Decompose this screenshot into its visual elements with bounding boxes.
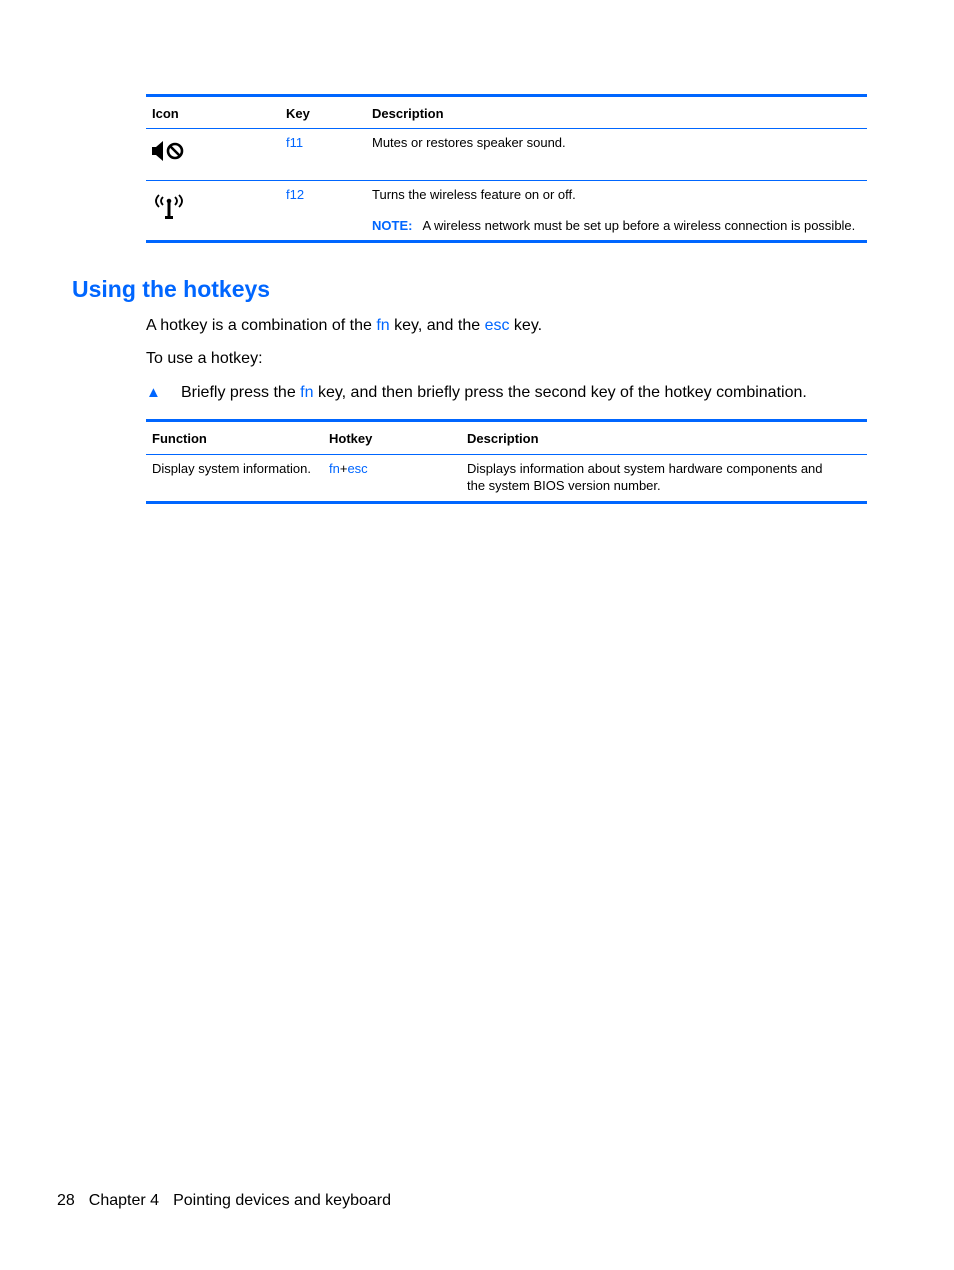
hotkey-cell: fn+esc [329,461,368,476]
speaker-mute-icon [152,140,186,162]
header-key: Key [280,96,366,129]
header-description: Description [366,96,867,129]
page-number: 28 [57,1192,75,1209]
description-text: Turns the wireless feature on or off. [372,187,576,202]
header-function: Function [146,421,323,455]
step-text: Briefly press the fn key, and then briefly press the second key of the hotkey combination. [181,384,807,401]
description-cell: Displays information about system hardware components and the system BIOS version number. [467,461,823,493]
note-label: NOTE: [372,218,413,233]
key-f12: f12 [286,187,305,202]
icon-cell [146,129,280,181]
key-table [146,94,867,243]
hotkey-table [146,419,867,504]
table-row [146,181,867,242]
intro-paragraph: A hotkey is a combination of the fn key, and the esc key. [146,317,543,334]
description-cell: Mutes or restores speaker sound. [366,129,867,181]
note [372,217,861,234]
table-row [146,129,867,181]
key-table-header-row [146,96,867,129]
icon-cell [146,181,280,242]
hotkey-table-header-row [146,421,867,455]
function-cell: Display system information. [152,461,311,476]
page-footer [57,1191,405,1211]
section-heading: Using the hotkeys [72,276,271,302]
key-f11: f11 [280,129,366,181]
chapter-title: Pointing devices and keyboard [173,1192,391,1209]
header-hotkey: Hotkey [323,421,461,455]
use-hotkey-paragraph: To use a hotkey: [146,350,263,367]
table-row [146,455,867,503]
note-text: A wireless network must be set up before a wireless connection is possible. [422,218,856,233]
header-description: Description [461,421,867,455]
key-esc: esc [484,317,510,334]
key-fn: fn [376,317,390,334]
key-fn: fn [300,384,314,401]
triangle-bullet-icon: ▲ [146,384,161,401]
header-icon: Icon [146,96,280,129]
wireless-icon [152,192,186,220]
chapter-label: Chapter 4 [88,1192,160,1209]
description-cell [366,181,867,242]
